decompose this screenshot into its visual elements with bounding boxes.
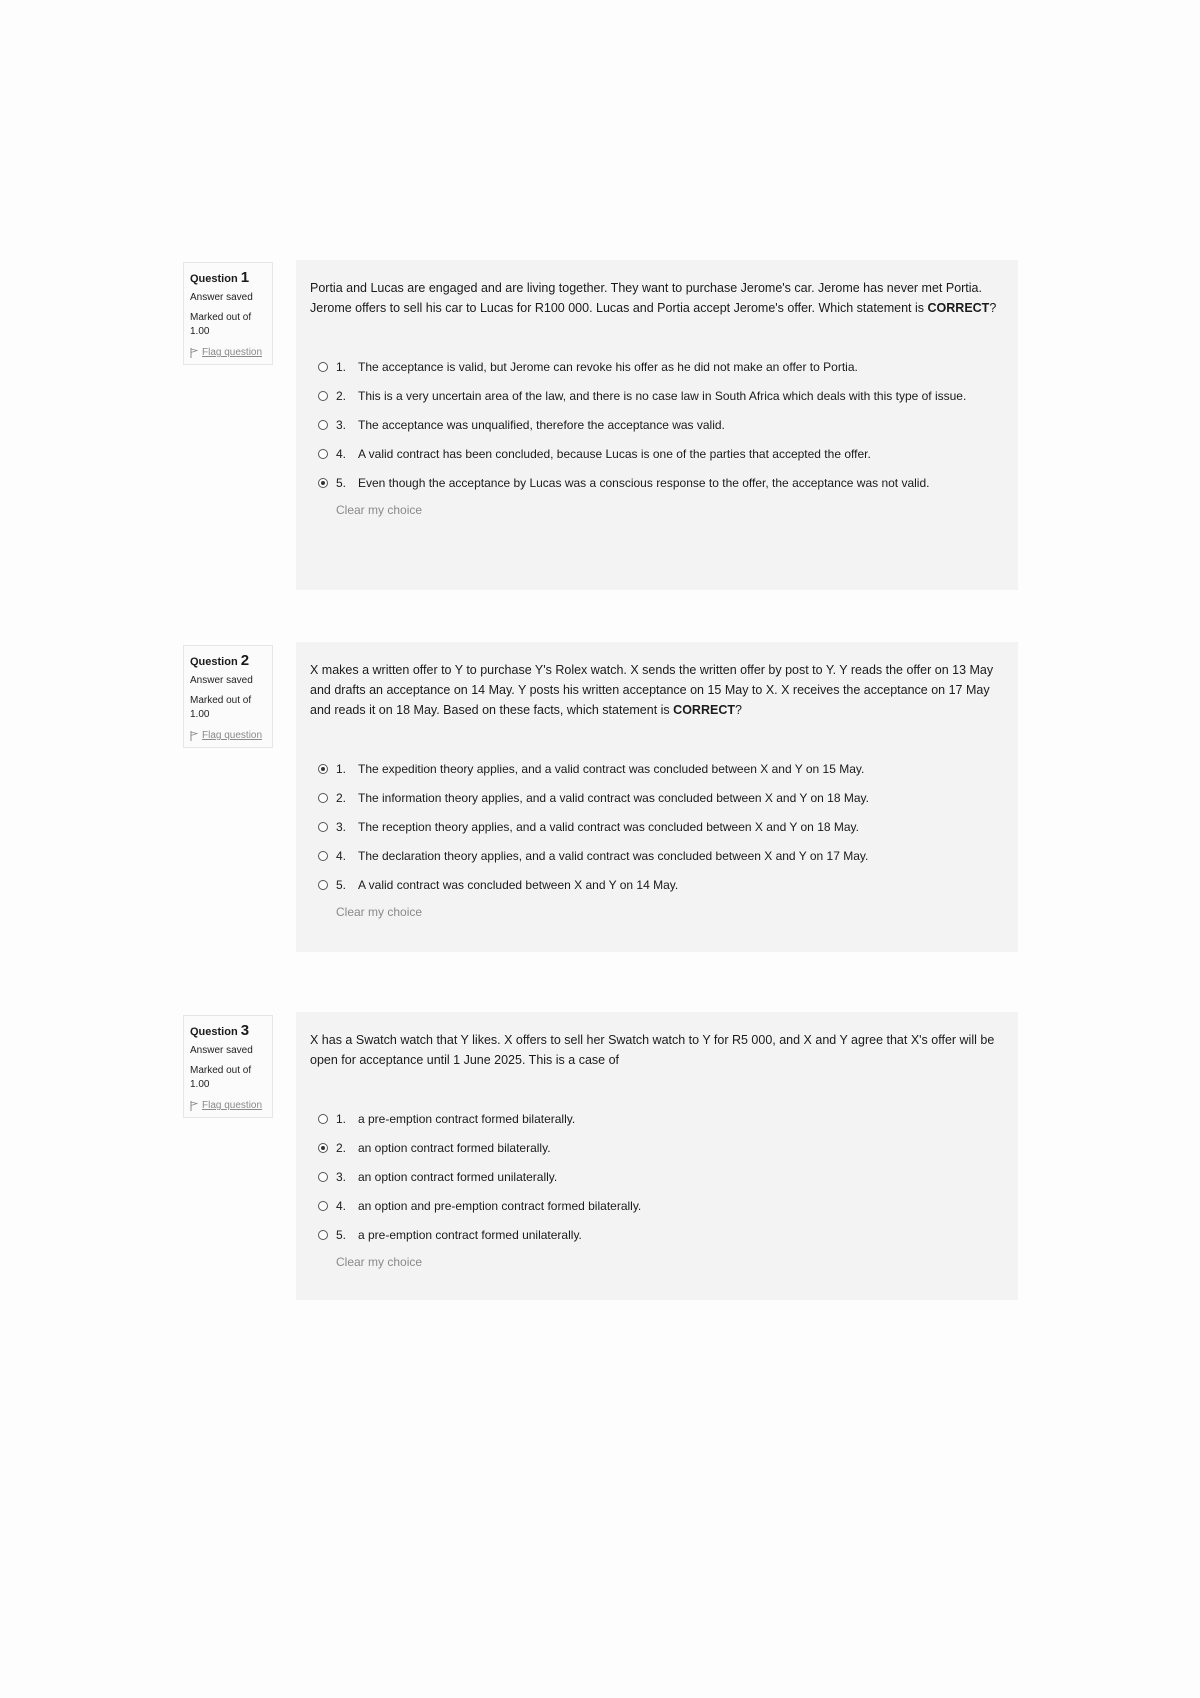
question-state: Answer saved xyxy=(190,675,253,686)
answer-list xyxy=(310,358,1004,493)
flag-question-label[interactable]: Flag question xyxy=(202,347,263,358)
answer-list xyxy=(310,1110,1004,1245)
flag-question-link[interactable] xyxy=(190,347,268,358)
answer-number: 5. xyxy=(336,1228,347,1242)
question-text-end: ? xyxy=(734,703,742,717)
flag-question-label[interactable]: Flag question xyxy=(202,1100,263,1111)
answer-option[interactable] xyxy=(318,474,1004,493)
answer-label[interactable]: an option contract formed unilaterally. xyxy=(358,1170,558,1184)
question-label xyxy=(190,1022,268,1039)
answer-number: 4. xyxy=(336,447,347,461)
question-text-part: Portia and Lucas are engaged and are living together. They want to purchase Jerome's car. Jerome has never met Portia. Jerome offers to sell his car to Lucas for R100 000. Lucas and Portia accept Jerome's offer. Which statement is xyxy=(310,281,982,315)
radio-button[interactable] xyxy=(318,420,328,430)
question-text-emphasis: CORRECT xyxy=(927,301,990,315)
question-prefix: Question xyxy=(190,273,238,285)
answer-label[interactable]: The acceptance is valid, but Jerome can revoke his offer as he did not make an offer to Portia. xyxy=(358,360,858,374)
answer-number: 5. xyxy=(336,476,347,490)
question-text xyxy=(310,660,1004,720)
answer-option[interactable] xyxy=(318,416,1004,435)
flag-question-link[interactable] xyxy=(190,1100,268,1111)
question-text-emphasis: CORRECT xyxy=(673,703,735,717)
question-label xyxy=(190,652,268,669)
answer-list xyxy=(310,760,1004,895)
question-grade: Marked out of 1.00 xyxy=(190,1065,252,1090)
radio-button[interactable] xyxy=(318,449,328,459)
question-prefix: Question xyxy=(190,656,238,668)
answer-number: 4. xyxy=(336,849,347,863)
radio-button[interactable] xyxy=(318,1172,328,1182)
answer-label[interactable]: This is a very uncertain area of the law, and there is no case law in South Africa which deals with this type of issue. xyxy=(358,389,967,403)
answer-option[interactable] xyxy=(318,1139,1004,1158)
answer-label[interactable]: The declaration theory applies, and a valid contract was concluded between X and Y on 17 May. xyxy=(358,849,869,863)
question-content xyxy=(296,1012,1018,1300)
answer-number: 5. xyxy=(336,878,347,892)
answer-option[interactable] xyxy=(318,358,1004,377)
answer-option[interactable] xyxy=(318,1226,1004,1245)
answer-label[interactable]: The reception theory applies, and a valid contract was concluded between X and Y on 18 May. xyxy=(358,820,859,834)
question-content xyxy=(296,642,1018,952)
question-text-part: X has a Swatch watch that Y likes. X offers to sell her Swatch watch to Y for R5 000, and X and Y agree that X's offer will be open for acceptance until 1 June 2025. This is a case of xyxy=(310,1033,995,1067)
answer-option[interactable] xyxy=(318,445,1004,464)
question-content xyxy=(296,260,1018,590)
answer-label[interactable]: an option contract formed bilaterally. xyxy=(358,1141,551,1155)
question-text xyxy=(310,278,1004,318)
question-prefix: Question xyxy=(190,1026,238,1038)
radio-button[interactable] xyxy=(318,362,328,372)
answer-label[interactable]: Even though the acceptance by Lucas was a conscious response to the offer, the acceptance was not valid. xyxy=(358,476,930,490)
answer-label[interactable]: a pre-emption contract formed unilaterally. xyxy=(358,1228,582,1242)
radio-button[interactable] xyxy=(318,822,328,832)
radio-button[interactable] xyxy=(318,851,328,861)
answer-option[interactable] xyxy=(318,818,1004,837)
answer-label[interactable]: A valid contract was concluded between X and Y on 14 May. xyxy=(358,878,679,892)
question-info-panel xyxy=(183,645,273,748)
answer-number: 3. xyxy=(336,1170,347,1184)
radio-button[interactable] xyxy=(318,1230,328,1240)
flag-question-label[interactable]: Flag question xyxy=(202,730,263,741)
answer-number: 4. xyxy=(336,1199,347,1213)
question-label xyxy=(190,269,268,286)
clear-choice-link[interactable]: Clear my choice xyxy=(336,503,423,517)
question-grade: Marked out of 1.00 xyxy=(190,312,252,337)
answer-number: 1. xyxy=(336,360,347,374)
radio-button-selected[interactable] xyxy=(318,1143,328,1153)
answer-label[interactable]: The acceptance was unqualified, therefore the acceptance was valid. xyxy=(358,418,725,432)
answer-option[interactable] xyxy=(318,760,1004,779)
question-text-part: X makes a written offer to Y to purchase Y's Rolex watch. X sends the written offer by post to Y. Y reads the offer on 13 May and drafts an acceptance on 14 May. Y posts his written acceptance on 15 May to X. X receives the acceptance on 17 May and reads it on 18 May. Based on these facts, which statement is xyxy=(310,663,994,717)
answer-number: 2. xyxy=(336,791,347,805)
answer-option[interactable] xyxy=(318,1168,1004,1187)
answer-option[interactable] xyxy=(318,789,1004,808)
answer-number: 3. xyxy=(336,418,347,432)
question-state: Answer saved xyxy=(190,1045,253,1056)
answer-option[interactable] xyxy=(318,1197,1004,1216)
question-number: 2 xyxy=(240,652,250,669)
question-text xyxy=(310,1030,1004,1070)
answer-label[interactable]: The information theory applies, and a valid contract was concluded between X and Y on 18 May. xyxy=(358,791,869,805)
answer-number: 3. xyxy=(336,820,347,834)
question-text-end: ? xyxy=(989,301,997,315)
flag-icon xyxy=(190,1101,198,1111)
answer-option[interactable] xyxy=(318,876,1004,895)
answer-option[interactable] xyxy=(318,387,1004,406)
clear-choice-link[interactable]: Clear my choice xyxy=(336,905,423,919)
answer-number: 2. xyxy=(336,389,347,403)
flag-question-link[interactable] xyxy=(190,730,268,741)
radio-button[interactable] xyxy=(318,880,328,890)
answer-number: 1. xyxy=(336,1112,347,1126)
question-info-panel xyxy=(183,1015,273,1118)
answer-label[interactable]: The expedition theory applies, and a valid contract was concluded between X and Y on 15 May. xyxy=(358,762,865,776)
question-info-panel xyxy=(183,262,273,365)
answer-option[interactable] xyxy=(318,847,1004,866)
answer-number: 2. xyxy=(336,1141,347,1155)
radio-button[interactable] xyxy=(318,1201,328,1211)
radio-button[interactable] xyxy=(318,391,328,401)
radio-button-selected[interactable] xyxy=(318,764,328,774)
question-number: 3 xyxy=(240,1022,250,1039)
clear-choice-link[interactable]: Clear my choice xyxy=(336,1255,423,1269)
flag-icon xyxy=(190,731,198,741)
radio-button[interactable] xyxy=(318,793,328,803)
radio-button[interactable] xyxy=(318,1114,328,1124)
answer-option[interactable] xyxy=(318,1110,1004,1129)
radio-button-selected[interactable] xyxy=(318,478,328,488)
question-state: Answer saved xyxy=(190,292,253,303)
question-grade: Marked out of 1.00 xyxy=(190,695,252,720)
answer-number: 1. xyxy=(336,762,347,776)
question-number: 1 xyxy=(240,269,250,286)
answer-label[interactable]: A valid contract has been concluded, because Lucas is one of the parties that accepted the offer. xyxy=(358,447,871,461)
answer-label[interactable]: an option and pre-emption contract formed bilaterally. xyxy=(358,1199,642,1213)
answer-label[interactable]: a pre-emption contract formed bilaterally. xyxy=(358,1112,576,1126)
flag-icon xyxy=(190,348,198,358)
